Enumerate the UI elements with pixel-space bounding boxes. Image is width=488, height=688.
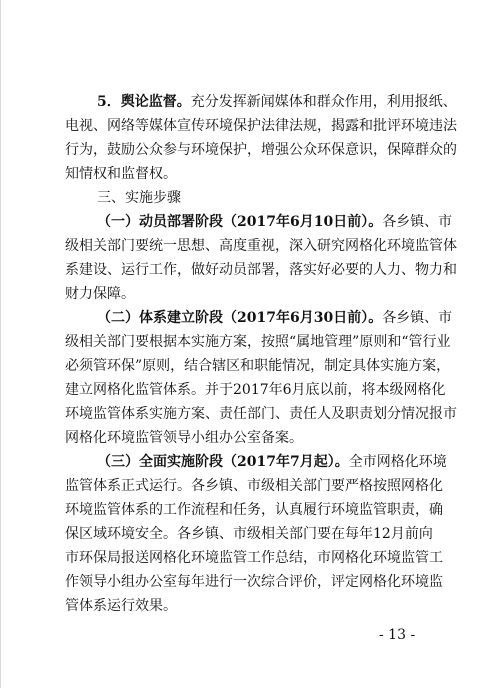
section5-line-1 [97,92,457,112]
stage2-line-2 [65,332,450,352]
stage3-text-7: 管体系运行效果。 [65,598,177,614]
stage1-text-3: 系建设、运行工作，做好动员部署，落实好必要的人力、物力和 [65,262,457,278]
stage2-text-3: 必须管环保”原则，结合辖区和职能情况，制定具体实施方案， [65,358,451,374]
stage3-text-5: 市环保局报送网格化环境监管工作总结，市网格化环境监管工 [65,550,443,566]
section5-line-3 [65,140,457,160]
stage3-line-6 [65,572,443,592]
stage1-text-1: 各乡镇、市 [382,214,453,230]
stage3-text-6: 作领导小组办公室每年进行一次综合评价，评定网格化环境监 [65,574,443,590]
stage1-text-2: 级相关部门要统一思想、高度重视，深入研究网格化环境监管体 [65,238,457,254]
stage2-line-6 [65,428,303,448]
section5-line-2 [65,116,457,136]
stage3-text-2: 监管体系正式运行。各乡镇、市级相关部门要严格按照网格化 [65,478,443,494]
stage2-line-4 [65,380,446,400]
stage2-title: （二）体系建立阶段（2017年6月30日前）。 [97,310,383,326]
section5-line-4 [65,164,177,184]
stage2-text-6: 网格化环境监管领导小组办公室备案。 [65,430,303,446]
stage2-line-5 [65,404,457,424]
stage2-text-5: 环境监管体系实施方案、责任部门、责任人及职责划分情况报市 [65,406,457,422]
heading-text: 三、实施步骤 [97,190,181,206]
stage3-text-4: 保区域环境安全。各乡镇、市级相关部门要在每年12月前向 [65,526,433,542]
stage3-line-4 [65,524,433,544]
stage3-title: （三）全面实施阶段（2017年7月起）。 [97,454,349,470]
stage1-text-4: 财力保障。 [65,286,135,302]
stage3-line-5 [65,548,443,568]
stage2-line-3 [65,356,450,376]
stage3-text-3: 环境监管体系的工作流程和任务，认真履行环境监管职责，确 [65,502,443,518]
page-number: - 13 - [379,627,416,643]
stage1-line-3 [65,260,457,280]
section5-title: 5．舆论监督。 [97,94,191,110]
stage1-title: （一）动员部署阶段（2017年6月10日前）。 [97,214,383,230]
section5-text-1: 充分发挥新闻媒体和群众作用，利用报纸、 [190,94,457,110]
section5-text-4: 知情权和监督权。 [65,166,177,182]
section5-text-3: 行为，鼓励公众参与环境保护，增强公众环保意识，保障群众的 [65,142,457,158]
stage2-line-1 [97,308,452,328]
stage2-text-4: 建立网格化监管体系。并于2017年6月底以前，将本级网格化 [65,382,446,398]
stage3-line-3 [65,500,443,520]
stage3-line-7 [65,596,177,616]
section5-text-2: 电视、网络等媒体宣传环境保护法律法规，揭露和批评环境违法 [65,118,457,134]
heading-implementation-steps [97,188,181,208]
stage1-line-4 [65,284,135,304]
stage3-line-2 [65,476,443,496]
stage1-line-1 [97,212,452,232]
stage1-line-2 [65,236,457,256]
stage3-line-1 [97,452,447,472]
stage3-text-1: 全市网格化环境 [348,454,447,470]
stage2-text-1: 各乡镇、市 [382,310,453,326]
stage2-text-2: 级相关部门要根据本实施方案，按照“属地管理”原则和“管行业 [65,334,451,350]
